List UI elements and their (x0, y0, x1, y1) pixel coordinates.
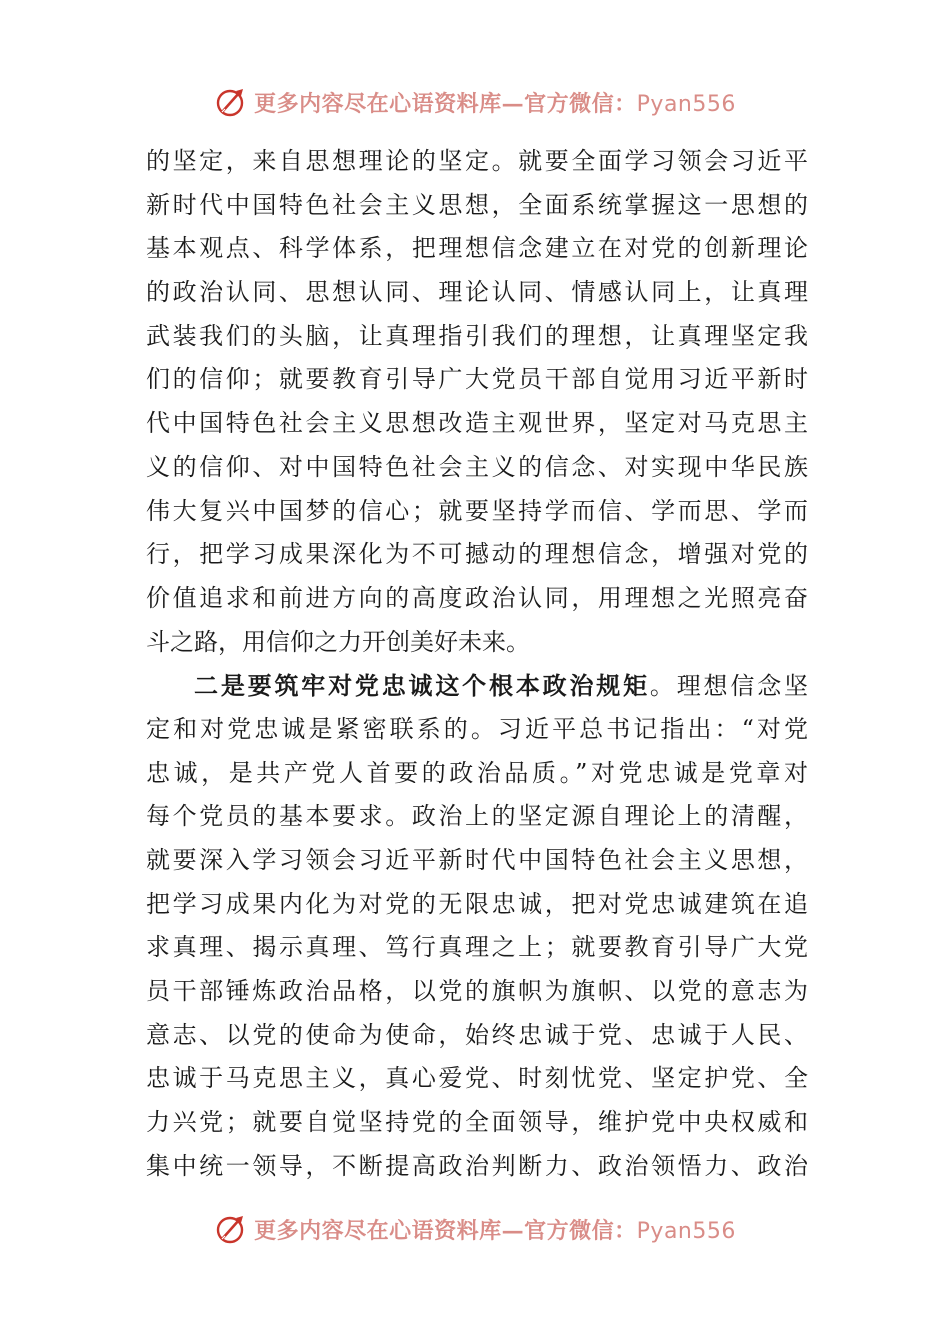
paragraph1-line: 代中国特色社会主义思想改造主观世界，坚定对马克思主 (146, 409, 808, 438)
paragraph2-line: 力兴党；就要自觉坚持党的全面领导，维护党中央权威和 (146, 1108, 808, 1137)
pen-circle-logo-icon (214, 85, 248, 119)
paragraph1-line: 的政治认同、思想认同、理论认同、情感认同上，让真理 (146, 278, 808, 307)
paragraph2-line: 每个党员的基本要求。政治上的坚定源自理论上的清醒， (146, 802, 808, 831)
paragraph1-line: 武装我们的头脑，让真理指引我们的理想，让真理坚定我 (146, 321, 808, 350)
paragraph2-line: 忠诚，是共产党人首要的政治品质。”对党忠诚是党章对 (146, 758, 808, 787)
paragraph1-line: 基本观点、科学体系，把理想信念建立在对党的创新理论 (146, 234, 808, 263)
watermark-text: 更多内容尽在心语资料库—官方微信：Pyan556 (254, 90, 736, 117)
paragraph-2-heading: 二是要筑牢对党忠诚这个根本政治规矩 (194, 671, 650, 701)
paragraph1-line: 行，把学习成果深化为不可撼动的理想信念，增强对党的 (146, 540, 808, 569)
watermark-contact: Pyan556 (636, 1218, 736, 1244)
paragraph1-line: 们的信仰；就要教育引导广大党员干部自觉用习近平新时 (146, 365, 808, 394)
paragraph2-line: 意志、以党的使命为使命，始终忠诚于党、忠诚于人民、 (146, 1020, 808, 1049)
paragraph2-line: 定和对党忠诚是紧密联系的。习近平总书记指出：“对党 (146, 714, 808, 743)
paragraph-2-first-line-rest: 。理想信念坚 (649, 672, 808, 701)
paragraph2-line: 忠诚于马克思主义，真心爱党、时刻忧党、坚定护党、全 (146, 1064, 808, 1093)
document-body (146, 140, 808, 1189)
footer-watermark (0, 1209, 950, 1249)
paragraph1-line: 伟大复兴中国梦的信心；就要坚持学而信、学而思、学而 (146, 496, 808, 525)
paragraph1-line: 斗之路，用信仰之力开创美好未来。 (146, 627, 530, 656)
paragraph-2-first-line (146, 664, 808, 708)
watermark-contact: Pyan556 (636, 91, 736, 117)
header-watermark (0, 82, 950, 122)
paragraph2-line: 求真理、揭示真理、笃行真理之上；就要教育引导广大党 (146, 933, 808, 962)
watermark-text: 更多内容尽在心语资料库—官方微信：Pyan556 (254, 1217, 736, 1244)
paragraph1-line: 义的信仰、对中国特色社会主义的信念、对实现中华民族 (146, 452, 808, 481)
paragraph1-line: 的坚定，来自思想理论的坚定。就要全面学习领会习近平 (146, 147, 808, 175)
pen-circle-logo-icon (214, 1212, 248, 1246)
paragraph2-line: 员干部锤炼政治品格，以党的旗帜为旗帜、以党的意志为 (146, 977, 808, 1006)
paragraph2-line: 把学习成果内化为对党的无限忠诚，把对党忠诚建筑在追 (146, 889, 808, 918)
paragraph2-line: 就要深入学习领会习近平新时代中国特色社会主义思想， (146, 846, 808, 874)
paragraph1-line: 价值追求和前进方向的高度政治认同，用理想之光照亮奋 (146, 583, 808, 612)
paragraph1-line: 新时代中国特色社会主义思想，全面系统掌握这一思想的 (146, 190, 808, 219)
paragraph-1 (146, 140, 808, 664)
paragraph-2 (146, 664, 808, 1188)
paragraph2-line: 集中统一领导，不断提高政治判断力、政治领悟力、政治 (146, 1151, 808, 1180)
